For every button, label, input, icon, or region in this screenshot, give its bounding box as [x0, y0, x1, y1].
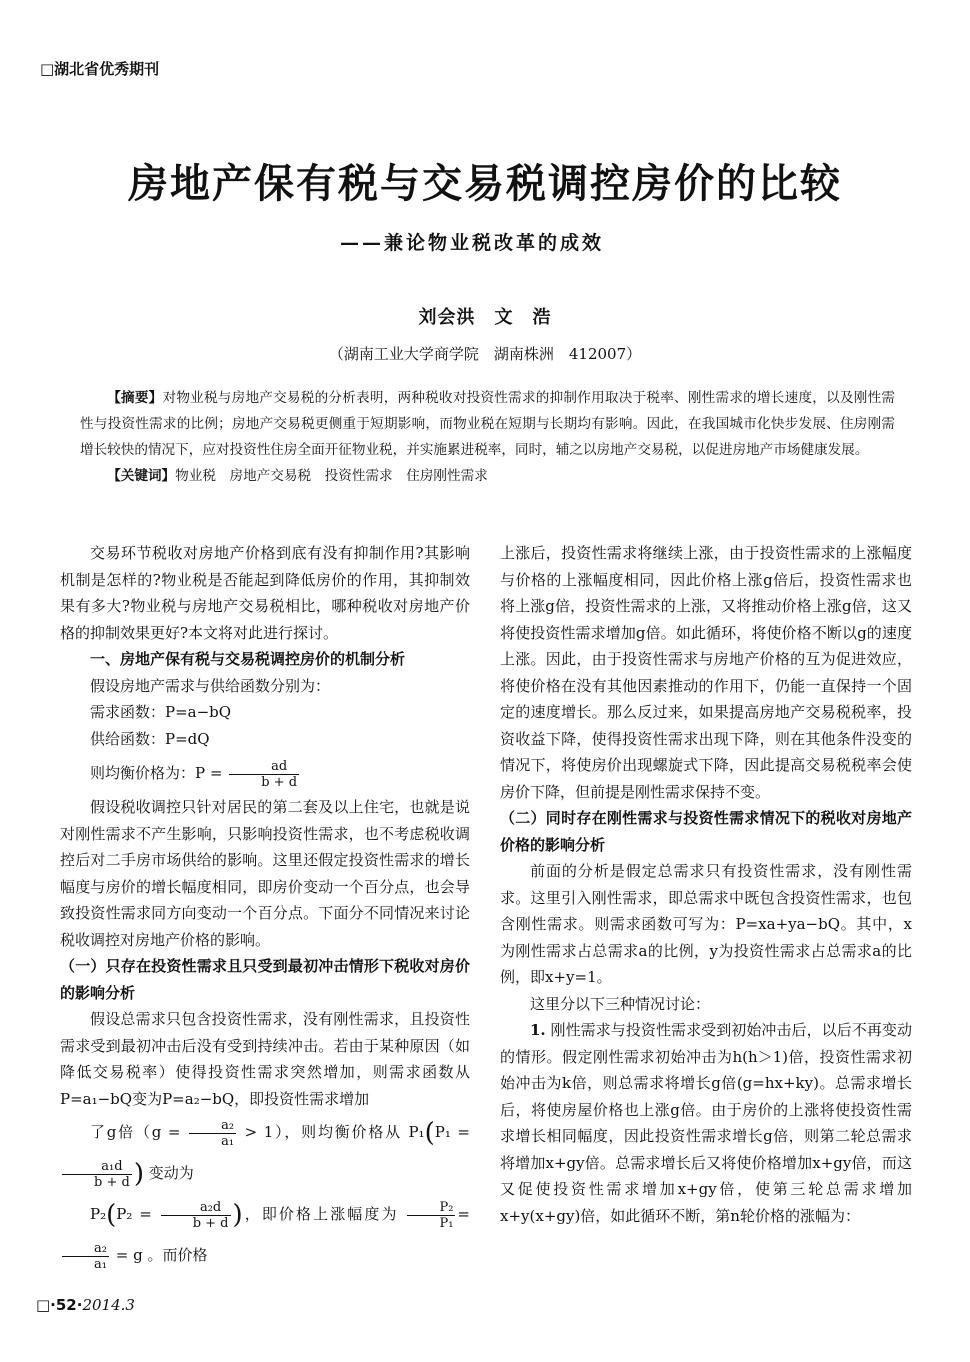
keywords-text: 物业税 房地产交易税 投资性需求 住房刚性需求 — [175, 468, 488, 484]
left-paren: ( — [424, 1118, 435, 1148]
tax-assumption-paragraph: 假设税收调控只针对居民的第二套及以上住宅，也就是说对刚性需求不产生影响，只影响投资性需求，也不考虑税收调控后对二手房市场供给的影响。这里还假定投资性需求的增长幅度与房价的增长幅度相同，即房价变动一个百分点，也会导致投资性需求同方向变动一个百分点。下面分不同情况来讨论税收调控对房地产价格的影响。 — [60, 798, 470, 949]
page-number: □·52· — [36, 1296, 83, 1314]
m2-num: a₂d — [161, 1200, 231, 1216]
right-column — [500, 540, 912, 1229]
case1-paragraph: 假设总需求只包含投资性需求，没有刚性需求，且投资性需求受到最初冲击后没有受到持续冲击。若由于某种原因（如降低交易税率）使得投资性需求突然增加，则需求函数从P=a₁−bQ变为P=a₂−bQ，即投资性需求增加 — [60, 1010, 470, 1108]
left-column — [60, 540, 470, 1275]
m2-text-a: P₂ — [90, 1205, 107, 1223]
m1-num2: a₁d — [62, 1159, 132, 1175]
keywords-paragraph — [80, 463, 895, 489]
m2-den2: P₁ — [439, 1215, 454, 1231]
article-title: 房地产保有税与交易税调控房价的比较 — [128, 161, 842, 207]
eq-fraction — [229, 759, 299, 790]
m2-text-b: P₂ = — [116, 1205, 152, 1223]
m1-text-c: P₁ = — [434, 1123, 470, 1141]
m1-text-a: 了g倍（g = — [90, 1123, 181, 1141]
demand-function: 需求函数：P=a−bQ — [90, 703, 232, 721]
right-paren: ) — [133, 1159, 144, 1189]
math-line-1 — [60, 1112, 470, 1194]
subsection-heading-1: （一）只存在投资性需求且只受到最初冲击情形下税收对房价的影响分析 — [60, 957, 470, 1002]
eq-numerator: ad — [229, 759, 299, 775]
m2-den3: a₁ — [94, 1256, 107, 1272]
m1-text-d: 变动为 — [148, 1164, 194, 1182]
case-1-text: 刚性需求与投资性需求受到初始冲击后，以后不再变动的情形。假定刚性需求初始冲击为h(h＞1)倍，投资性需求初始冲击为k倍，则总需求将增长g倍(g=hx+ky)。总需求增长后，将使房屋价格也上涨g倍。由于房价的上涨将使投资性需求增长相同幅度，因此投资性需求增长g倍，则第二轮总需求将增加x+gy倍。总需求增长后又将使价格增加x+gy倍，而这又促使投资性需求增加x+gy倍，使第三轮总需求增加x+y(x+gy)倍，如此循环不断，第n轮价格的涨幅为： — [500, 1021, 912, 1225]
abstract-paragraph — [80, 385, 895, 463]
keywords-label: 【关键词】 — [107, 468, 176, 484]
m2-den: b + d — [192, 1215, 229, 1231]
eq-prefix: 则均衡价格为：P = — [90, 764, 223, 782]
authors: 刘会洪 文 浩 — [418, 307, 552, 328]
subsection-heading-2: （二）同时存在刚性需求与投资性需求情况下的税收对房地产价格的影响分析 — [500, 809, 912, 854]
supply-function: 供给函数：P=dQ — [90, 729, 210, 748]
math-line-2: P₂(P₂ = $\frac{\text{a₂d}}{b + d}$ )，即价格上涨幅度为 $\frac{\text{P₂}}{\text{P₁}}$ = $\frac{\text{a₂}}{\text{a₁}}$ = g 。而价格 — [60, 1194, 470, 1275]
abstract-text: 对物业税与房地产交易税的分析表明，两种税收对投资性需求的抑制作用取决于税率、刚性需求的增长速度，以及刚性需性与投资性需求的比例；房地产交易税更侧重于短期影响，而物业税在短期与长期均有影响。因此，在我国城市化快步发展、住房刚需增长较快的情况下，应对投资性住房全面开征物业税，并实施累进税率，同时，辅之以房地产交易税，以促进房地产市场健康发展。 — [80, 390, 896, 458]
left-paren: ( — [106, 1200, 117, 1230]
continued-paragraph: 上涨后，投资性需求将继续上涨，由于投资性需求的上涨幅度与价格的上涨幅度相同，因此价格上涨g倍后，投资性需求也将上涨g倍，投资性需求的上涨，又将推动价格上涨g倍，这又将使投资性需求增加g倍。如此循环，将使价格不断以g的速度上涨。因此，由于投资性需求与房地产价格的互为促进效应，将使价格在没有其他因素推动的作用下，仍能一直保持一个固定的速度增长。那么反过来，如果提高房地产交易税税率，投资收益下降，使得投资性需求出现下降，则在其他条件没变的情况下，将使房价出现螺旋式下降，因此提高交易税税率会使房价下降，但前提是刚性需求保持不变。 — [500, 544, 912, 801]
case-number: 1. — [530, 1021, 546, 1039]
m2-fraction-p2 — [161, 1200, 231, 1231]
case-1-paragraph — [500, 1017, 912, 1229]
issue-date: 2014.3 — [82, 1296, 135, 1314]
m2-num3: a₂ — [62, 1241, 109, 1257]
article-subtitle: ——兼论物业税改革的成效 — [340, 232, 605, 254]
m1-fraction-g — [189, 1118, 236, 1149]
equilibrium-formula — [60, 752, 470, 794]
m2-text-c: ，即价格上涨幅度为 — [242, 1205, 399, 1223]
m1-text-b: > 1），则均衡价格从 P₁ — [244, 1123, 425, 1141]
abstract-label: 【摘要】 — [107, 390, 163, 406]
assumption-paragraph: 假设房地产需求与供给函数分别为： — [90, 676, 331, 695]
right-paren: ) — [232, 1200, 243, 1230]
page-footer — [36, 1296, 135, 1314]
m1-den: a₁ — [221, 1133, 235, 1149]
affiliation: （湖南工业大学商学院 湖南株洲 412007） — [328, 345, 642, 363]
rigid-demand-paragraph: 前面的分析是假定总需求只有投资性需求，没有刚性需求。这里引入刚性需求，即总需求中既包含投资性需求，也包含刚性需求。则需求函数可写为：P=xa+ya−bQ。其中，x为刚性需求占总需求a的比例，y为投资性需求占总需求a的比例，即x+y=1。 — [500, 862, 912, 986]
m2-num2: P₂ — [407, 1200, 455, 1216]
section-heading-1: 一、房地产保有税与交易税调控房价的机制分析 — [90, 650, 406, 668]
eq-denominator: b + d — [261, 774, 298, 790]
m1-den2: b + d — [94, 1174, 130, 1190]
m1-num: a₂ — [189, 1118, 236, 1134]
abstract — [80, 385, 895, 489]
m2-fraction-a — [62, 1241, 109, 1272]
m2-text-d: = g 。而价格 — [115, 1246, 208, 1264]
m1-fraction-p1 — [62, 1159, 132, 1190]
cases-intro: 这里分以下三种情况讨论： — [530, 994, 711, 1013]
m2-fraction-ratio — [407, 1200, 455, 1231]
intro-paragraph: 交易环节税收对房地产价格到底有没有抑制作用?其影响机制是怎样的?物业税是否能起到降低房价的作用，其抑制效果有多大?物业税与房地产交易税相比，哪种税收对房地产价格的抑制效果更好?本文将对此进行探讨。 — [60, 544, 470, 642]
journal-name: □湖北省优秀期刊 — [40, 60, 160, 78]
